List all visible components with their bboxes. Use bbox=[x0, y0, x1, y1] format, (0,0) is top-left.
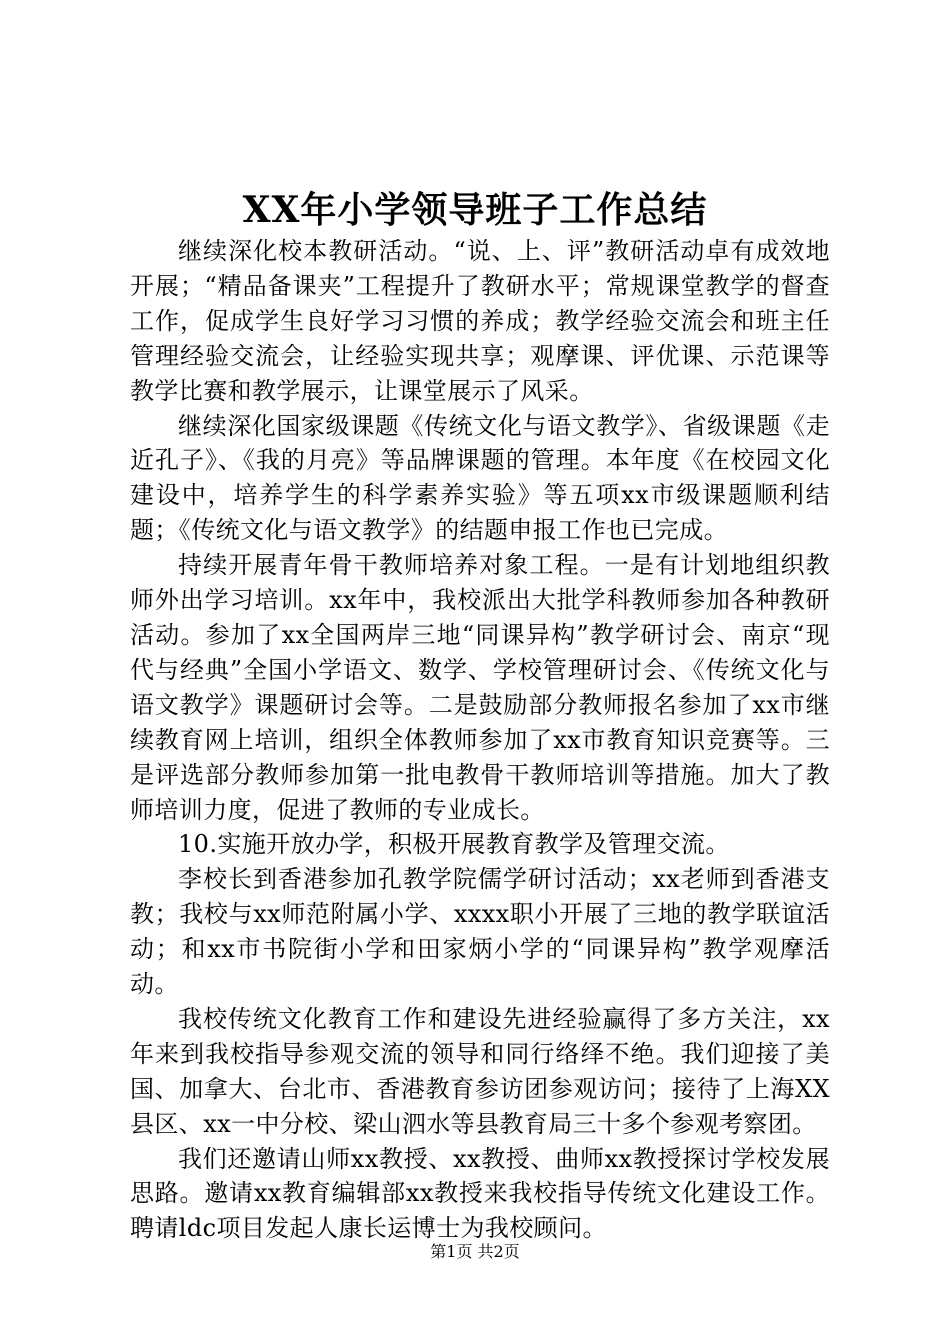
paragraph-research-projects: 继续深化国家级课题《传统文化与语文教学》、省级课题《走近孔子》、《我的月亮》等品牌课题的管理。本年度《在校园文化建设中，培养学生的科学素养实验》等五项xx市级课题顺利结题；《传统文化与语文教学》的结题申报工作也已完成。 bbox=[130, 411, 830, 545]
page-number-footer: 第1页 共2页 bbox=[430, 1242, 520, 1261]
document-title: XX年小学领导班子工作总结 bbox=[242, 189, 708, 231]
paragraph-teaching-research: 继续深化校本教研活动。“说、上、评”教研活动卓有成效地开展；“精品备课夹”工程提升了教研水平；常规课堂教学的督查工作，促成学生良好学习习惯的养成；教学经验交流会和班主任管理经验交流会，让经验实现共享；观摩课、评优课、示范课等教学比赛和教学展示，让课堂展示了风采。 bbox=[130, 237, 830, 405]
paragraph-open-schooling-heading: 10.实施开放办学，积极开展教育教学及管理交流。 bbox=[178, 830, 730, 859]
paragraph-exchange-activities: 李校长到香港参加孔教学院儒学研讨活动；xx老师到香港支教；我校与xx师范附属小学、xxxx职小开展了三地的教学联谊活动；和xx市书院街小学和田家炳小学的“同课异构”教学观摩活动。 bbox=[130, 865, 830, 999]
paragraph-visits-received: 我校传统文化教育工作和建设先进经验赢得了多方关注，xx年来到我校指导参观交流的领导和同行络绎不绝。我们迎接了美国、加拿大、台北市、香港教育参访团参观访问；接待了上海XX县区、xx一中分校、梁山泗水等县教育局三十多个参观考察团。 bbox=[130, 1004, 830, 1138]
document-body bbox=[130, 234, 830, 1246]
paragraph-expert-invitations: 我们还邀请山师xx教授、xx教授、曲师xx教授探讨学校发展思路。邀请xx教育编辑部xx教授来我校指导传统文化建设工作。聘请ldc项目发起人康长运博士为我校顾问。 bbox=[130, 1144, 830, 1243]
paragraph-teacher-training: 持续开展青年骨干教师培养对象工程。一是有计划地组织教师外出学习培训。xx年中，我校派出大批学科教师参加各种教研活动。参加了xx全国两岸三地“同课异构”教学研讨会、南京“现代与经典”全国小学语文、数学、学校管理研讨会、《传统文化与语文教学》课题研讨会等。二是鼓励部分教师报名参加了xx市继续教育网上培训，组织全体教师参加了xx市教育知识竞赛等。三是评选部分教师参加第一批电教骨干教师培训等措施。加大了教师培训力度，促进了教师的专业成长。 bbox=[130, 551, 830, 824]
